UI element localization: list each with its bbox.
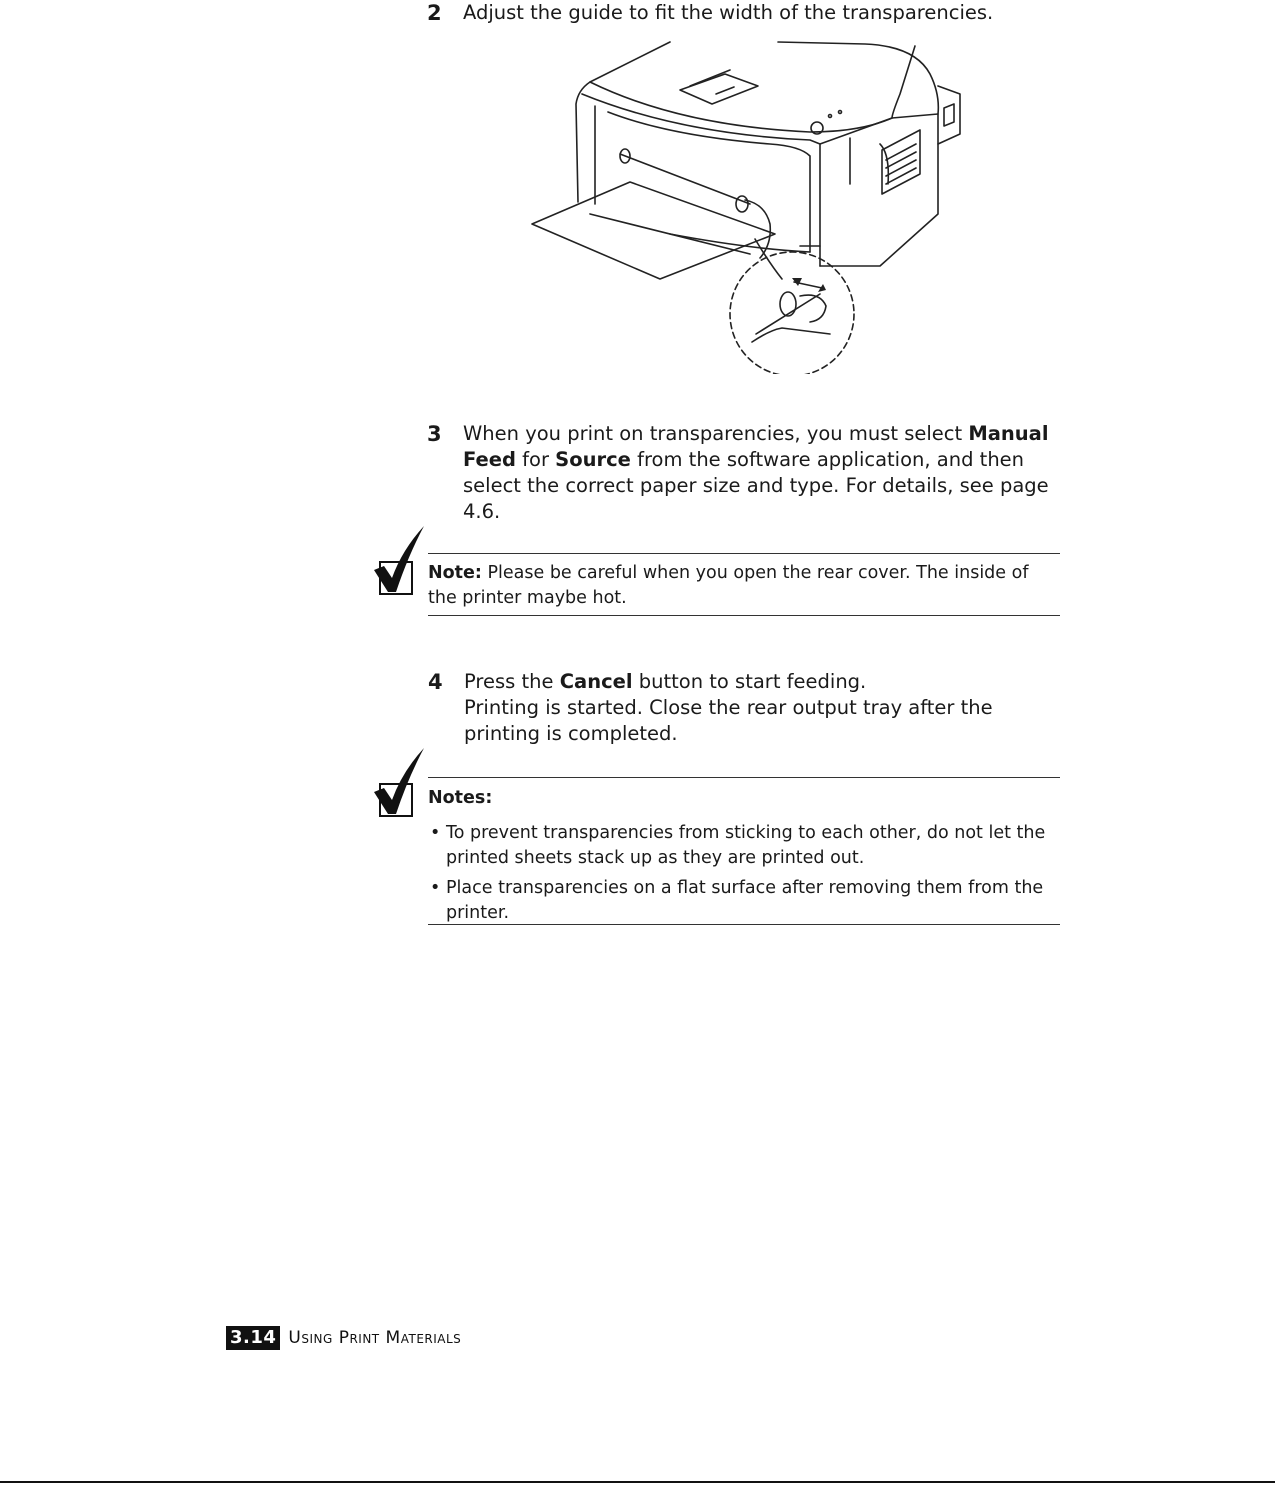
checkmark-icon (370, 748, 426, 820)
step-text-part: Press the (464, 670, 560, 693)
step-3 (427, 421, 1067, 525)
step-2 (427, 0, 1067, 26)
note-body (428, 553, 1060, 611)
step-number: 2 (427, 1, 442, 25)
note-rear-cover (428, 553, 1060, 611)
divider (428, 924, 1060, 925)
note-text: Please be careful when you open the rear cover. The inside of the printer maybe hot. (428, 563, 1029, 608)
page-footer (226, 1326, 461, 1350)
step-number: 4 (428, 670, 443, 694)
divider (428, 777, 1060, 778)
notes-heading: Notes: (428, 788, 493, 808)
step-text (464, 669, 1048, 695)
step-text: Adjust the guide to fit the width of the transparencies. (463, 1, 994, 24)
step-detail: Printing is started. Close the rear output tray after the printing is completed. (464, 696, 993, 745)
note-label: Note: (428, 563, 482, 583)
step-text-part: for (515, 448, 556, 471)
checkmark-icon (370, 526, 426, 598)
step-text-part: from the software application, and then select the correct paper size and type. For details, see page 4.6. (463, 448, 1049, 523)
divider (428, 553, 1060, 554)
notes-transparencies (428, 777, 1060, 931)
step-number: 3 (427, 422, 442, 446)
printer-illustration (520, 34, 970, 374)
step-text (463, 421, 1067, 525)
page-number: 3.14 (226, 1326, 280, 1350)
list-item: • To prevent transparencies from sticking to each other, do not let the printed sheets stack up as they are printed out. (428, 821, 1060, 871)
option-source: Source (555, 448, 631, 471)
list-item: • Place transparencies on a flat surface after removing them from the printer. (428, 876, 1060, 926)
step-text-part: When you print on transparencies, you must select (463, 422, 969, 445)
notes-list (428, 821, 1060, 926)
option-manual-feed: Manual Feed (463, 422, 1049, 471)
step-text-part: button to start feeding. (632, 670, 867, 693)
section-title: Using Print Materials (288, 1328, 462, 1348)
divider (428, 615, 1060, 616)
notes-label (428, 777, 1060, 811)
cancel-button-label: Cancel (559, 670, 633, 693)
bottom-border (0, 1481, 1275, 1483)
step-4 (428, 669, 1048, 747)
